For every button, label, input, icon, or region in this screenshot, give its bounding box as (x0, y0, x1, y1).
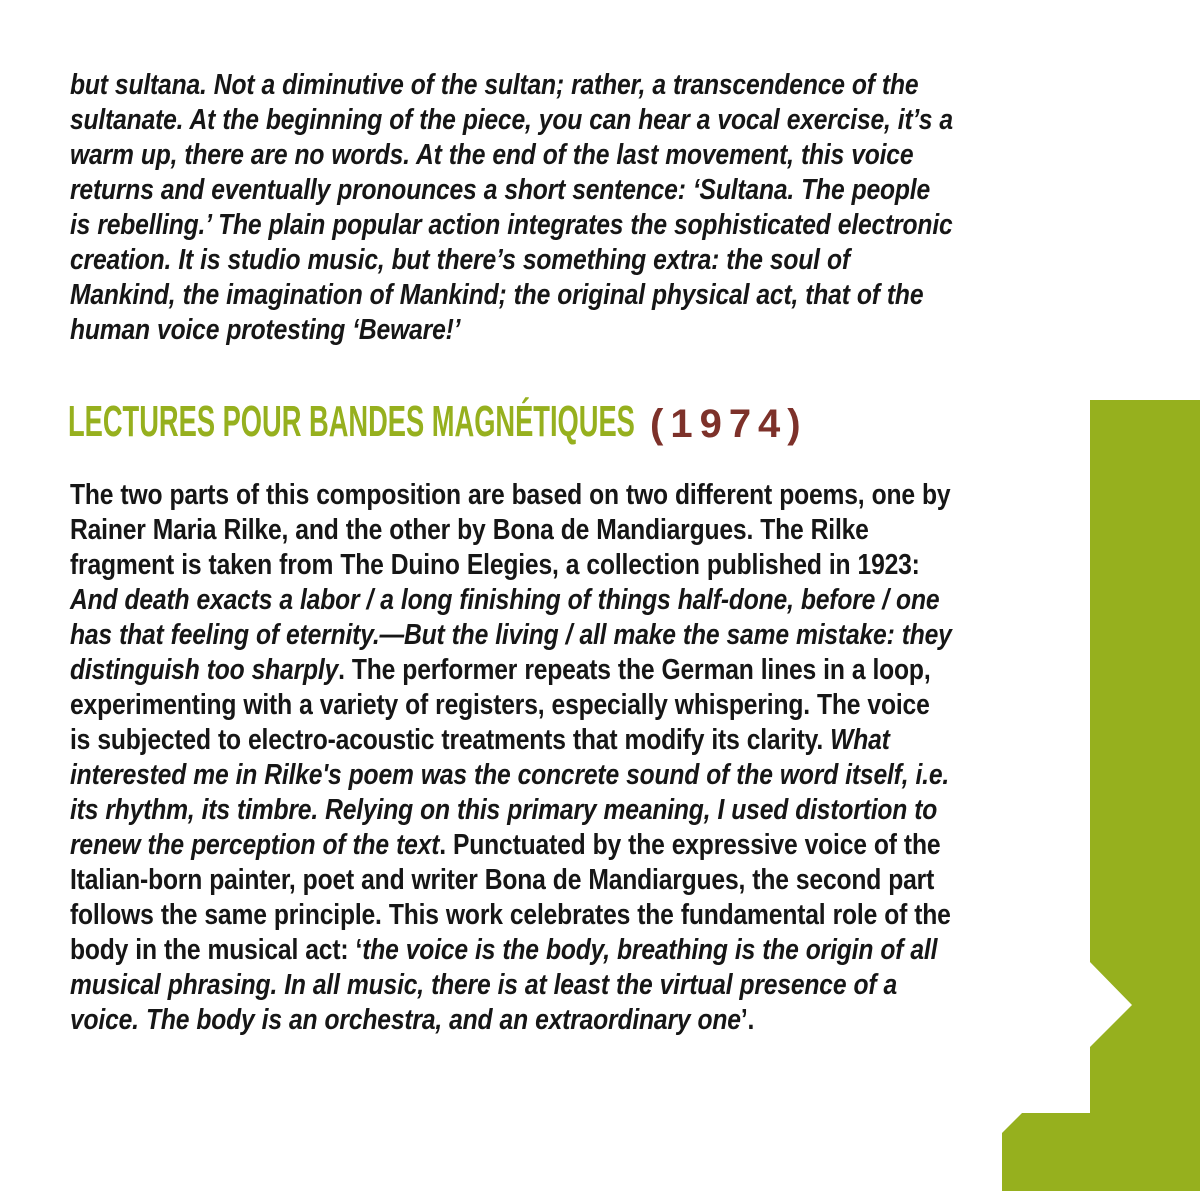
section-body-paragraph (70, 478, 954, 1038)
green-arrow-shape (1002, 400, 1200, 1191)
section-heading-title: LECTURES POUR BANDES MAGNÉTIQUES (68, 397, 635, 446)
section-heading-year: (1974) (650, 402, 808, 446)
text-run-roman: ’. (740, 1004, 755, 1036)
text-run-italic: What interested me in Rilke's poem was the concrete sound of the word itself, i.e. its rhythm, its timbre. Relying on this primary meaning, I used distortion to renew the perception of the text (70, 724, 950, 861)
text-run-roman: . The performer repeats the German lines in a loop, experimenting with a variety of registers, especially whispering. The voice is subjected to electro-acoustic treatments that modify its clarity. (70, 654, 931, 756)
text-run-bold-italic: but sultana. Not a diminutive of the sultan; rather, a transcendence of the sultanate. At the beginning of the piece, you can hear a vocal exercise, it’s a warm up, there are no words. At the end of the last movement, this voice returns and eventually pronounces a short sentence: ‘Sultana. The people is rebelling.’ The plain popular action integrates the sophisticated electronic creation. It is studio music, but there’s something extra: the soul of Mankind, the imagination of Mankind; the original physical act, that of the human voice protesting ‘Beware!’ (70, 69, 953, 346)
text-run-roman: The two parts of this composition are based on two different poems, one by Rainer Maria Rilke, and the other by Bona de Mandiargues. The Rilke fragment is taken from The Duino Elegies, a collection published in 1923: (70, 479, 951, 581)
text-run-roman: . Punctuated by the expressive voice of the Italian-born painter, poet and writer Bona de Mandiargues, the second part follows the same principle. This work celebrates the fundamental role of the body in the musical act: ‘ (70, 829, 951, 966)
text-run-italic: the voice is the body, breathing is the origin of all musical phrasing. In all music, there is at least the virtual presence of a voice. The body is an orchestra, and an extraordinary one (70, 934, 938, 1036)
text-run-italic: And death exacts a labor / a long finishing of things half-done, before / one has that feeling of eternity.—But the living / all make the same mistake: they distinguish too sharply (70, 584, 952, 686)
green-arrow-panel (1000, 400, 1200, 1191)
intro-paragraph (70, 68, 954, 348)
